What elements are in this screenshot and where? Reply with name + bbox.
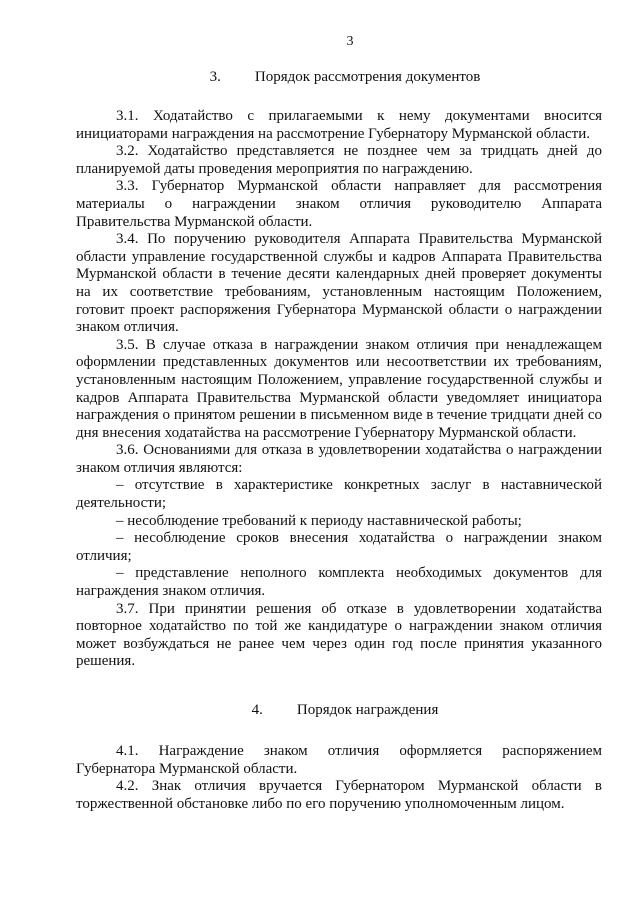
paragraph-3-7: 3.7. При принятии решения об отказе в удовлетворении ходатайства повторное ходатайство по той же кандидатуре о награждении знаком отличия может возбуждаться не ранее чем через один год после принятия указанного решения. <box>76 600 602 670</box>
section-4-heading <box>76 701 602 719</box>
section-3-title: Порядок рассмотрения документов <box>254 69 481 85</box>
paragraph-3-1: 3.1. Ходатайство с прилагаемыми к нему документами вносится инициаторами награждения на рассмотрение Губернатору Мурманской области. <box>76 108 602 142</box>
paragraph-4-2: 4.2. Знак отличия вручается Губернатором Мурманской области в торжественной обстановке либо по его поручению уполномоченным лицом. <box>76 778 602 812</box>
section-4-title: Порядок награждения <box>296 702 439 718</box>
list-item-deadline: – несоблюдение сроков внесения ходатайства о награждении знаком отличия; <box>76 530 602 564</box>
paragraph-3-3: 3.3. Губернатор Мурманской области направляет для рассмотрения материалы о награждении знаком отличия руководителю Аппарата Правительства Мурманской области. <box>76 178 602 230</box>
list-item-period: – несоблюдение требований к периоду наставнической работы; <box>116 512 522 529</box>
paragraph-3-4: 3.4. По поручению руководителя Аппарата Правительства Мурманской области управление государственной службы и кадров Аппарата Правительства Мурманской области в течение десяти календарных дней проверяет документы на их соответствие требованиям, установленным настоящим Положением, готовит проект распоряжения Губернатора Мурманской области о награждении знаком отличия. <box>76 231 602 336</box>
section-3-heading <box>76 68 602 86</box>
paragraph-3-2: 3.2. Ходатайство представляется не позднее чем за тридцать дней до планируемой даты проведения мероприятия по награждению. <box>76 143 602 177</box>
list-item-no-merits: – отсутствие в характеристике конкретных заслуг в наставнической деятельности; <box>76 477 602 512</box>
section-4-number: 4. <box>251 702 263 718</box>
list-item-incomplete-docs: – представление неполного комплекта необходимых документов для награждения знаком отличия. <box>76 565 602 600</box>
page-number: 3 <box>346 34 354 49</box>
paragraph-3-6: 3.6. Основаниями для отказа в удовлетворении ходатайства о награждении знаком отличия являются: <box>76 442 602 476</box>
paragraph-3-5: 3.5. В случае отказа в награждении знаком отличия при ненадлежащем оформлении представленных документов или несоответствии их требованиям, установленным настоящим Положением, управление государственной службы и кадров Аппарата Правительства Мурманской области уведомляет инициатора награждения о принятом решении в письменном виде в течение тридцати дней со дня внесения ходатайства на рассмотрение Губернатору Мурманской области. <box>76 336 602 441</box>
section-3-number: 3. <box>209 69 221 85</box>
paragraph-4-1: 4.1. Награждение знаком отличия оформляется распоряжением Губернатора Мурманской области. <box>76 743 602 777</box>
